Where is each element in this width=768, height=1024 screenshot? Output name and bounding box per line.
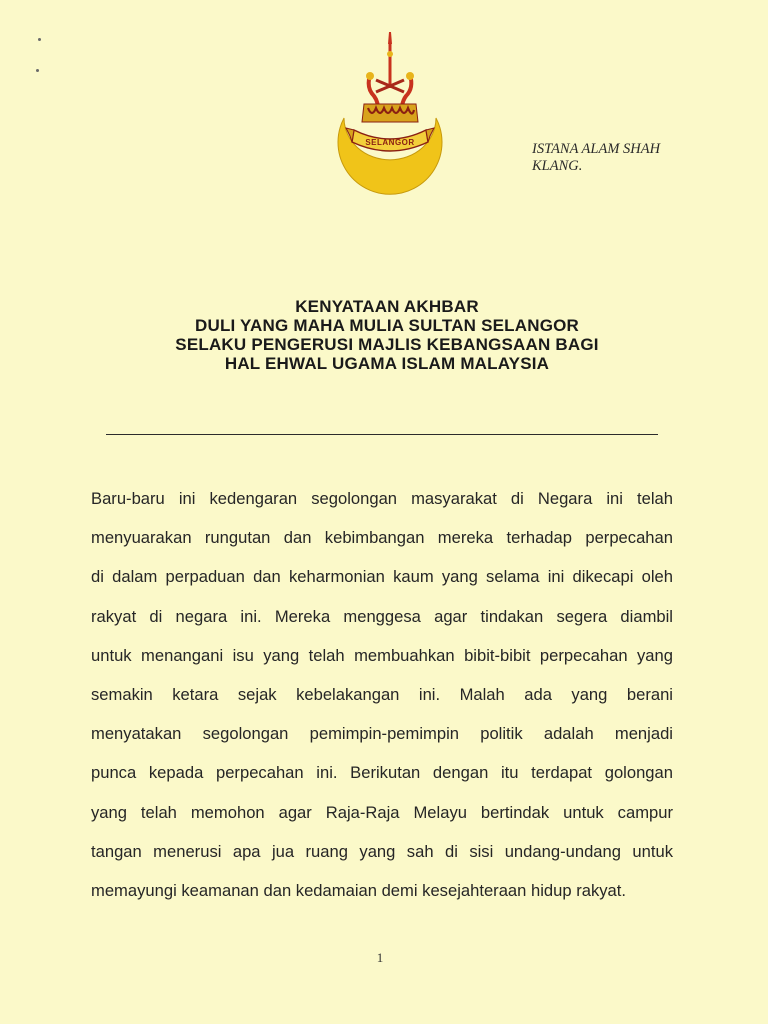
heading-line-2: DULI YANG MAHA MULIA SULTAN SELANGOR (194, 316, 580, 335)
page-number: 1 (376, 950, 384, 965)
heading-divider (106, 434, 658, 435)
svg-text:SELANGOR: SELANGOR (365, 138, 415, 147)
paragraph-line: semakin ketara sejak kebelakangan ini. Malah ada yang berani (91, 684, 673, 704)
selangor-crest-logo (330, 30, 450, 195)
scan-speck (36, 69, 39, 72)
paragraph-line: menyuarakan rungutan dan kebimbangan mereka terhadap perpecahan (91, 528, 673, 548)
paragraph-line: Baru-baru ini kedengaran segolongan masyarakat di Negara ini telah (91, 489, 673, 508)
address-line-palace: ISTANA ALAM SHAH (532, 141, 661, 157)
heading-line-4: HAL EHWAL UGAMA ISLAM MALAYSIA (224, 354, 550, 373)
address-line-city: KLANG. (532, 158, 583, 174)
press-statement-heading (80, 297, 694, 373)
letterhead-address (532, 141, 660, 175)
statement-paragraph (91, 479, 673, 910)
paragraph-line: di dalam perpaduan dan keharmonian kaum yang selama ini dikecapi oleh (91, 567, 673, 587)
scan-speck (38, 38, 41, 41)
paragraph-line: punca kepada perpecahan ini. Berikutan dengan itu terdapat golongan (91, 763, 673, 783)
paragraph-line: memayungi keamanan dan kedamaian demi kesejahteraan hidup rakyat. (91, 880, 627, 900)
paragraph-line: menyatakan segolongan pemimpin-pemimpin politik adalah menjadi (91, 724, 673, 744)
paragraph-line: untuk menangani isu yang telah membuahkan bibit-bibit perpecahan yang (91, 645, 673, 665)
heading-line-1: KENYATAAN AKHBAR (295, 297, 479, 316)
paragraph-line: tangan menerusi apa jua ruang yang sah di sisi undang-undang untuk (91, 841, 673, 861)
paragraph-line: rakyat di negara ini. Mereka menggesa agar tindakan segera diambil (91, 606, 673, 626)
paragraph-line: yang telah memohon agar Raja-Raja Melayu bertindak untuk campur (91, 802, 673, 822)
heading-line-3: SELAKU PENGERUSI MAJLIS KEBANGSAAN BAGI (175, 335, 599, 354)
